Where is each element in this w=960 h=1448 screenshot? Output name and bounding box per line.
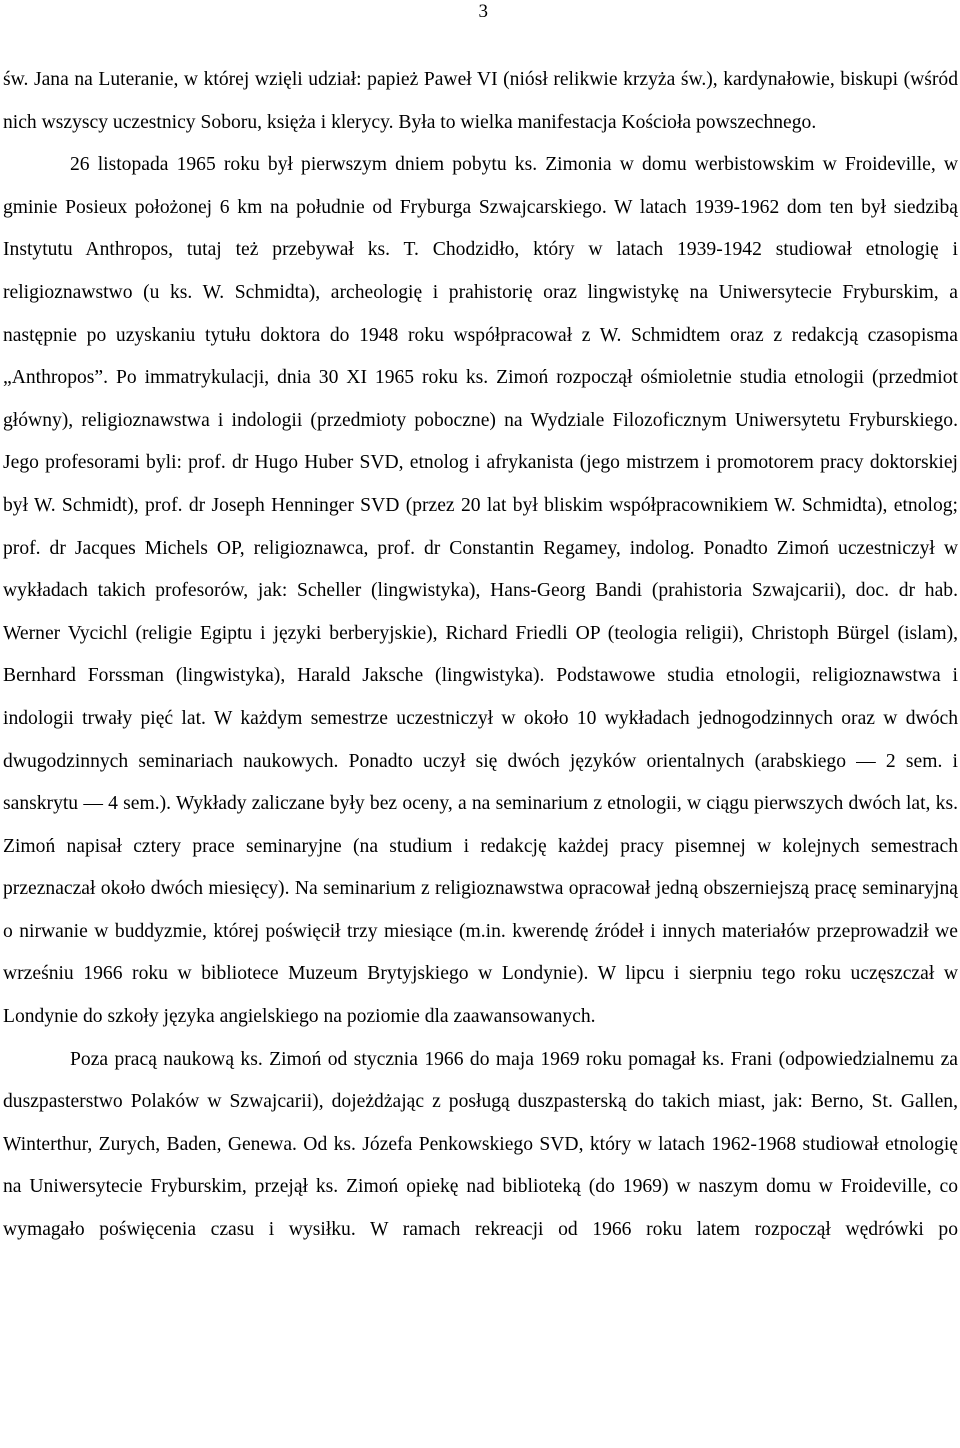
document-body <box>3 59 958 1252</box>
page-number: 3 <box>478 1 488 22</box>
paragraph-2: 26 listopada 1965 roku był pierwszym dniem pobytu ks. Zimonia w domu werbistowskim w Froideville, w gminie Posieux położonej 6 km na południe od Fryburga Szwajcarskiego. W latach 1939-1962 dom ten był siedzibą Instytutu Anthropos, tutaj też przebywał ks. T. Chodzidło, który w latach 1939-1942 studiował etnologię i religioznawstwo (u ks. W. Schmidta), archeologię i prahistorię oraz lingwistykę na Uniwersytecie Fryburskim, a następnie po uzyskaniu tytułu doktora do 1948 roku współpracował z W. Schmidtem oraz z redakcją czasopisma „Anthropos”. Po immatrykulacji, dnia 30 XI 1965 roku ks. Zimoń rozpoczął ośmioletnie studia etnologii (przedmiot główny), religioznawstwa i indologii (przedmioty poboczne) na Wydziale Filozoficznym Uniwersytetu Fryburskiego. Jego profesorami byli: prof. dr Hugo Huber SVD, etnolog i afrykanista (jego mistrzem i promotorem pracy doktorskiej był W. Schmidt), prof. dr Joseph Henninger SVD (przez 20 lat był bliskim współpracownikiem W. Schmidta), etnolog; prof. dr Jacques Michels OP, religioznawca, prof. dr Constantin Regamey, indolog. Ponadto Zimoń uczestniczył w wykładach takich profesorów, jak: Scheller (lingwistyka), Hans-Georg Bandi (prahistoria Szwajcarii), doc. dr hab. Werner Vycichl (religie Egiptu i języki berberyjskie), Richard Friedli OP (teologia religii), Christoph Bürgel (islam), Bernhard Forssman (lingwistyka), Harald Jaksche (lingwistyka). Podstawowe studia etnologii, religioznawstwa i indologii trwały pięć lat. W każdym semestrze uczestniczył w około 10 wykładach jednogodzinnych oraz w dwóch dwugodzinnych seminariach naukowych. Ponadto uczył się dwóch języków orientalnych (arabskiego — 2 sem. i sanskrytu — 4 sem.). Wykłady zaliczane były bez oceny, a na seminarium z etnologii, w ciągu pierwszych dwóch lat, ks. Zimoń napisał cztery prace seminaryjne (na studium i redakcję każdej pracy pisemnej w kolejnych semestrach przeznaczał około dwóch miesięcy). Na seminarium z religioznawstwa opracował jedną obszerniejszą pracę seminaryjną o nirwanie w buddyzmie, której poświęcił trzy miesiące (m.in. kwerendę źródeł i innych materiałów przeprowadził we wrześniu 1966 roku w bibliotece Muzeum Brytyjskiego w Londynie). W lipcu i sierpniu tego roku uczęszczał w Londynie do szkoły języka angielskiego na poziomie dla zaawansowanych. <box>3 154 958 1028</box>
paragraph-1: św. Jana na Luteranie, w której wzięli udział: papież Paweł VI (niósł relikwie krzyża św.), kardynałowie, biskupi (wśród nich wszyscy uczestnicy Soboru, księża i klerycy. Była to wielka manifestacja Kościoła powszechnego. <box>3 69 958 133</box>
paragraph-3: Poza pracą naukową ks. Zimoń od stycznia 1966 do maja 1969 roku pomagał ks. Frani (odpowiedzialnemu za duszpasterstwo Polaków w Szwajcarii), dojeżdżając z posługą duszpasterską do takich miast, jak: Berno, St. Gallen, Winterthur, Zurych, Baden, Genewa. Od ks. Józefa Penkowskiego SVD, który w latach 1962-1968 studiował etnologię na Uniwersytecie Fryburskim, przejął ks. Zimoń opiekę nad biblioteką (do 1969) w naszym domu w Froideville, co wymagało poświęcenia czasu i wysiłku. W ramach rekreacji od 1966 roku latem rozpoczął wędrówki po <box>3 1048 958 1241</box>
